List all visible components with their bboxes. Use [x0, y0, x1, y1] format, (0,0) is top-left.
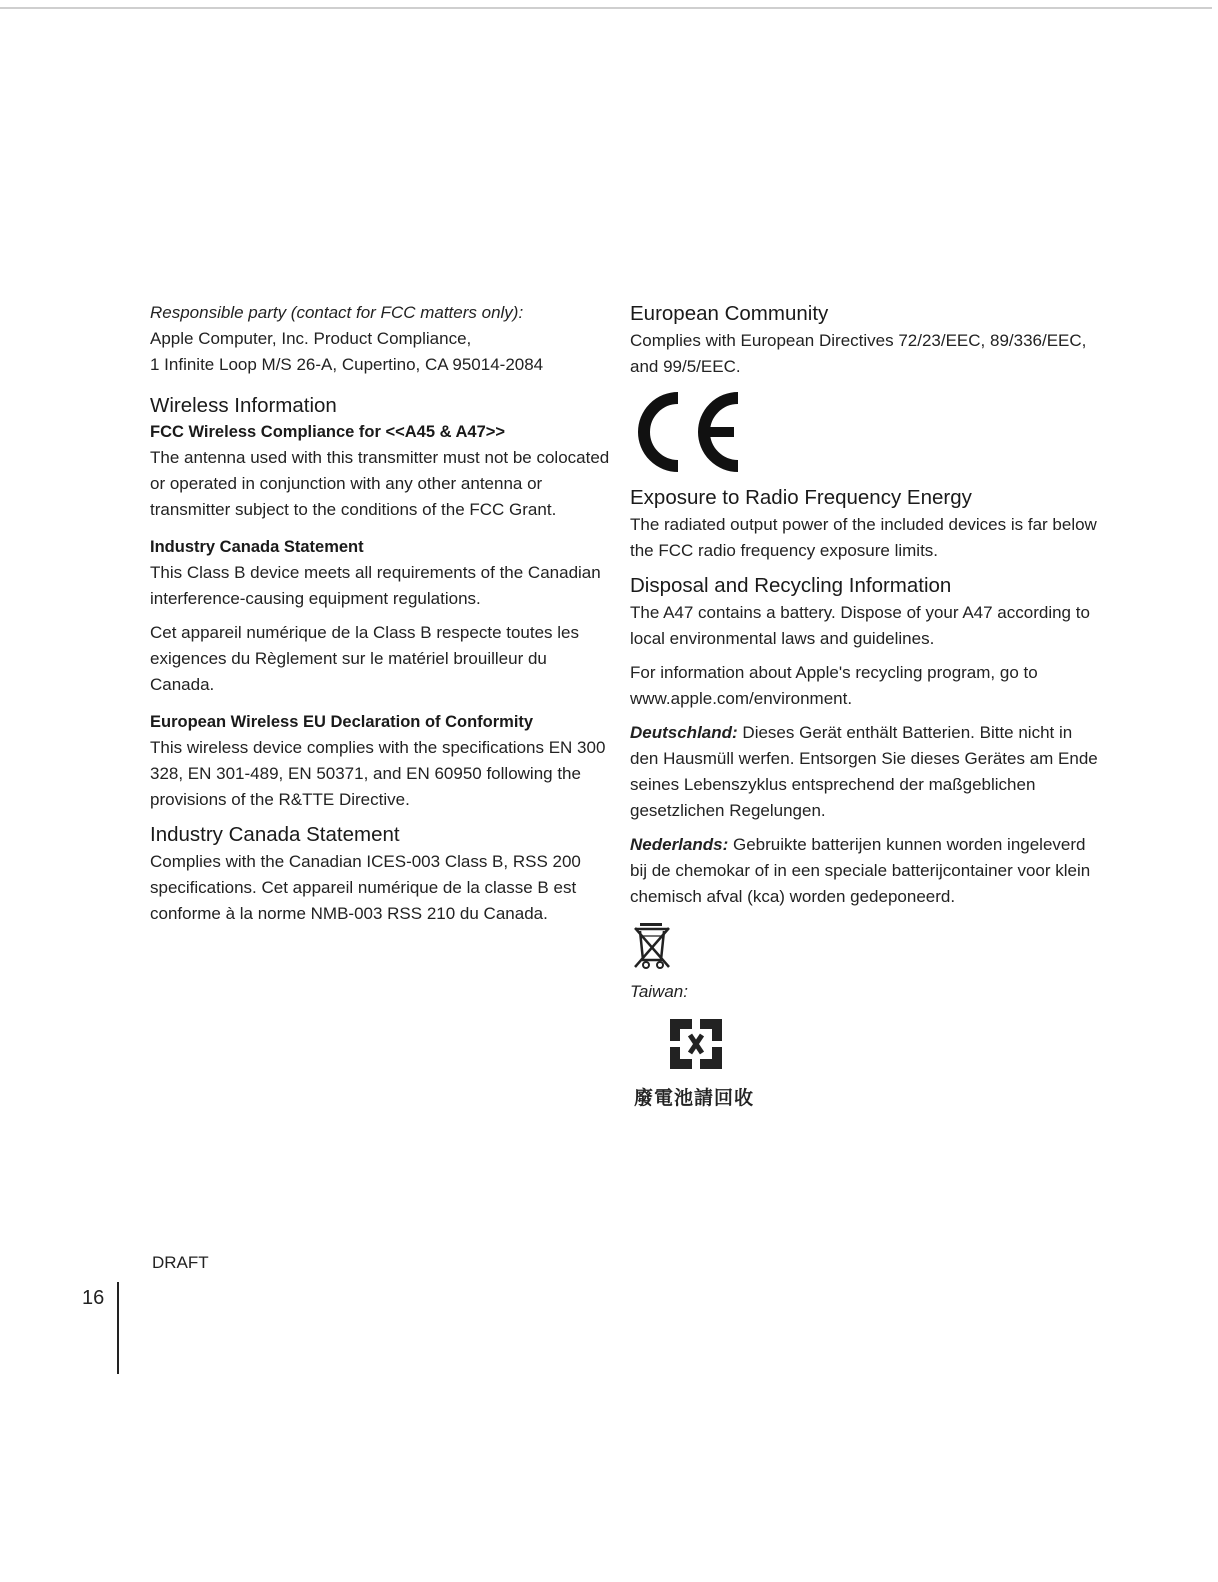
page-number-rule [117, 1282, 119, 1374]
wireless-heading: Wireless Information [150, 394, 337, 417]
crossed-out-bin-icon [632, 922, 1100, 977]
responsible-party-label: Responsible party (contact for FCC matters only): [150, 303, 524, 322]
deutschland-paragraph [630, 720, 1100, 824]
european-community-text: Complies with European Directives 72/23/EEC, 89/336/EEC, and 99/5/EEC. [630, 331, 1087, 376]
disposal-text: The A47 contains a battery. Dispose of your A47 according to local environmental laws and guidelines. [630, 603, 1090, 648]
ic-text-en: This Class B device meets all requirements of the Canadian interference-causing equipment regulations. [150, 563, 601, 608]
nederlands-text: Gebruikte batterijen kunnen worden ingeleverd bij de chemokar of in een speciale batterijcontainer voor klein chemisch afval (kca) worden gedeponeerd. [630, 835, 1091, 906]
draft-label: DRAFT [152, 1253, 209, 1272]
responsible-party-line-2: 1 Infinite Loop M/S 26-A, Cupertino, CA 95014-2084 [150, 355, 544, 374]
nederlands-paragraph [630, 832, 1100, 910]
nederlands-lead: Nederlands: [630, 835, 729, 854]
eu-declaration-subheading: European Wireless EU Declaration of Conformity [150, 713, 534, 731]
european-community-heading: European Community [630, 302, 829, 325]
rf-exposure-heading: Exposure to Radio Frequency Energy [630, 486, 972, 509]
top-rule [0, 7, 1212, 9]
page-number: 16 [82, 1287, 105, 1309]
deutschland-lead: Deutschland: [630, 723, 738, 742]
industry-canada-heading: Industry Canada Statement [150, 823, 400, 846]
right-column [630, 300, 1100, 1110]
recycling-program-text: For information about Apple's recycling program, go to www.apple.com/environment. [630, 663, 1038, 708]
deutschland-text: Dieses Gerät enthält Batterien. Bitte nicht in den Hausmüll werfen. Entsorgen Sie dieses Gerätes am Ende seines Lebenszyklus entsprechend der maßgeblichen gesetzlichen Regelungen. [630, 723, 1098, 820]
taiwan-battery-recycle-text: 廢電池請回收 [634, 1087, 755, 1109]
rf-exposure-text: The radiated output power of the included devices is far below the FCC radio frequency exposure limits. [630, 515, 1097, 560]
ic-subheading: Industry Canada Statement [150, 538, 364, 556]
ic-text-fr: Cet appareil numérique de la Class B respecte toutes les exigences du Règlement sur le matériel brouilleur du Canada. [150, 623, 580, 694]
fcc-text: The antenna used with this transmitter must not be colocated or operated in conjunction with any other antenna or transmitter subject to the conditions of the FCC Grant. [150, 448, 610, 519]
taiwan-label: Taiwan: [630, 982, 688, 1001]
disposal-heading: Disposal and Recycling Information [630, 574, 952, 597]
responsible-party-line-1: Apple Computer, Inc. Product Compliance, [150, 329, 472, 348]
fcc-subheading: FCC Wireless Compliance for <<A45 & A47>> [150, 423, 506, 441]
taiwan-recycle-icon [666, 1015, 1100, 1078]
industry-canada-text: Complies with the Canadian ICES-003 Class B, RSS 200 specifications. Cet appareil numérique de la classe B est conforme à la norme NMB-003 RSS 210 du Canada. [150, 852, 581, 923]
left-column [150, 300, 610, 927]
ce-mark-icon [632, 390, 1100, 476]
eu-declaration-text: This wireless device complies with the specifications EN 300 328, EN 301-489, EN 50371, and EN 60950 following the provisions of the R&TTE Directive. [150, 738, 606, 809]
